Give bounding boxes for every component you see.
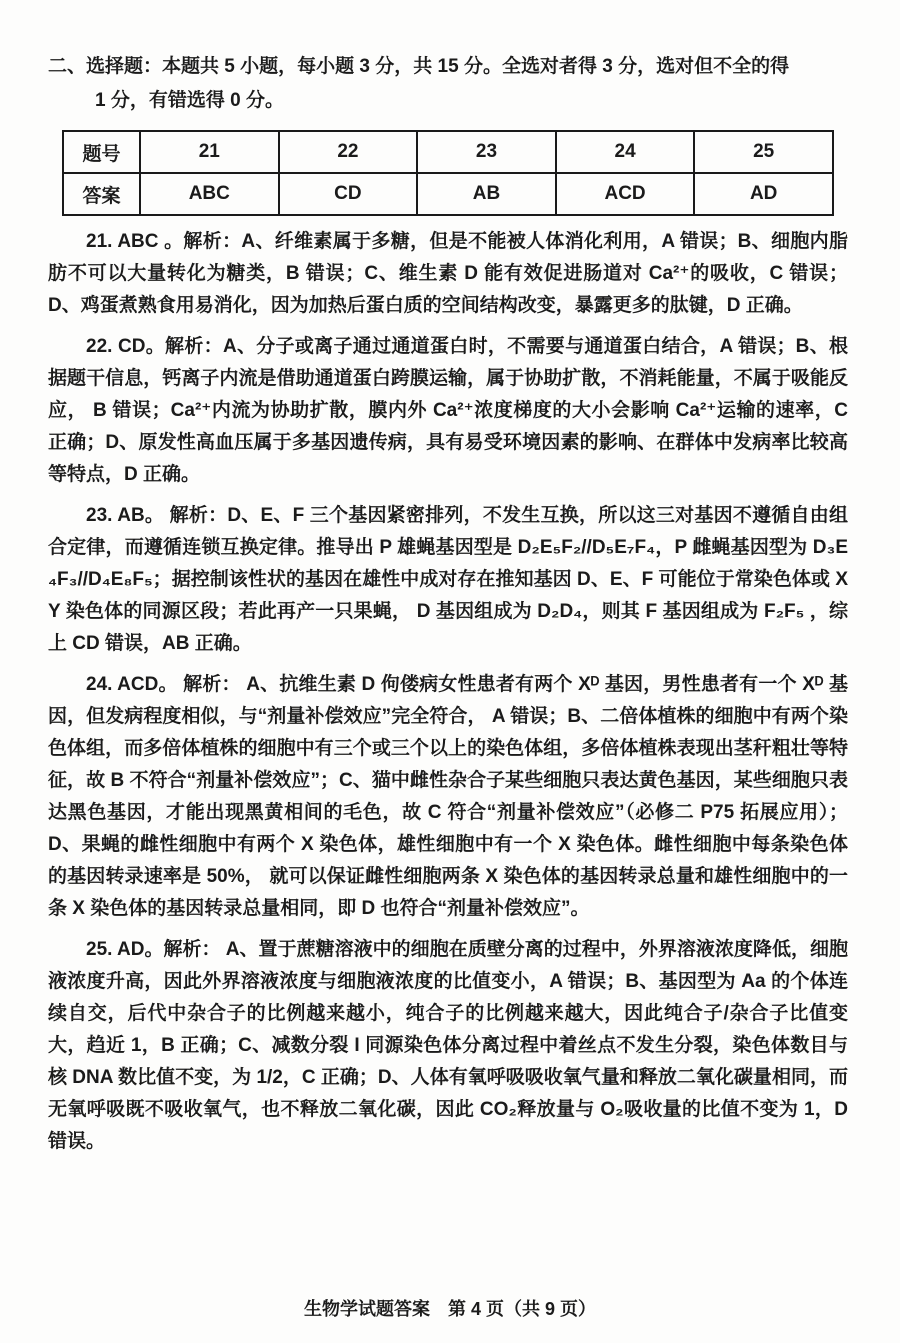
explanations-section	[48, 226, 848, 1158]
answer-value-row	[63, 173, 833, 215]
question-number-22: 22	[279, 131, 418, 173]
page-footer: 生物学试题答案 第 4 页（共 9 页）	[303, 1299, 597, 1319]
answer-value-25: AD	[694, 173, 833, 215]
question-number-21: 21	[140, 131, 279, 173]
answer-row-label: 答案	[63, 173, 140, 215]
answer-table	[62, 130, 834, 216]
explanation-question-21: 21. ABC 。解析：A、纤维素属于多糖，但是不能被人体消化利用，A 错误；B、细胞内脂肪不可以大量转化为糖类，B 错误；C、维生素 D 能有效促进肠道对 Ca²⁺的吸收，C 错误；D、鸡蛋煮熟食用易消化，因为加热后蛋白质的空间结构改变，暴露更多的肽键，D 正确。	[48, 231, 848, 316]
question-number-row	[63, 131, 833, 173]
section-heading-line1: 二、选择题：本题共 5 小题，每小题 3 分，共 15 分。全选对者得 3 分，选对但不全的得	[48, 56, 790, 77]
question-row-label: 题号	[63, 131, 140, 173]
explanation-question-24: 24. ACD。 解析： A、抗维生素 D 佝偻病女性患者有两个 Xᴰ 基因，男性患者有一个 Xᴰ 基因，但发病程度相似，与“剂量补偿效应”完全符合， A 错误；B、二倍体植株的细胞中有两个染色体组，而多倍体植株的细胞中有三个或三个以上的染色体组，多倍体植株表现出茎秆粗壮等特征，故 B 不符合“剂量补偿效应”；C、猫中雌性杂合子某些细胞只表达黄色基因，某些细胞只表达黑色基因，才能出现黑黄相间的毛色，故 C 符合“剂量补偿效应”（必修二 P75 拓展应用）；D、果蝇的雌性细胞中有两个 X 染色体，雄性细胞中有一个 X 染色体。雌性细胞中每条染色体的基因转录速率是 50%， 就可以保证雌性细胞两条 X 染色体的基因转录总量和雄性细胞中的一条 X 染色体的基因转录总量相同，即 D 也符合“剂量补偿效应”。	[48, 674, 848, 919]
explanation-question-23: 23. AB。 解析：D、E、F 三个基因紧密排列，不发生互换，所以这三对基因不遵循自由组合定律，而遵循连锁互换定律。推导出 P 雄蝇基因型是 D₂E₅F₂//D₅E₇F₄，P 雌蝇基因型为 D₃E₄F₃//D₄E₈F₅；据控制该性状的基因在雄性中成对存在推知基因 D、E、F 可能位于常染色体或 XY 染色体的同源区段；若此再产一只果蝇， D 基因组成为 D₂D₄，则其 F 基因组成为 F₂F₅ ，综上 CD 错误，AB 正确。	[48, 505, 848, 654]
explanation-question-22: 22. CD。解析：A、分子或离子通过通道蛋白时，不需要与通道蛋白结合，A 错误；B、根据题干信息，钙离子内流是借助通道蛋白跨膜运输，属于协助扩散，不消耗能量，不属于吸能反应， B 错误；Ca²⁺内流为协助扩散，膜内外 Ca²⁺浓度梯度的大小会影响 Ca²⁺运输的速率，C 正确；D、原发性高血压属于多基因遗传病，具有易受环境因素的影响、在群体中发病率比较高等特点，D 正确。	[48, 336, 848, 485]
answer-value-23: AB	[417, 173, 556, 215]
question-number-25: 25	[694, 131, 833, 173]
answer-value-22: CD	[279, 173, 418, 215]
answer-value-21: ABC	[140, 173, 279, 215]
explanation-question-25: 25. AD。解析： A、置于蔗糖溶液中的细胞在质壁分离的过程中，外界溶液浓度降低，细胞液浓度升高，因此外界溶液浓度与细胞液浓度的比值变小，A 错误；B、基因型为 Aa 的个体连续自交，后代中杂合子的比例越来越小，纯合子的比例越来越大，因此纯合子/杂合子比值变大，趋近 1，B 正确；C、减数分裂 I 同源染色体分离过程中着丝点不发生分裂，染色体数目与核 DNA 数比值不变，为 1/2，C 正确；D、人体有氧呼吸吸收氧气量和释放二氧化碳量相同，而无氧呼吸既不吸收氧气，也不释放二氧化碳，因此 CO₂释放量与 O₂吸收量的比值不变为 1，D 错误。	[48, 939, 848, 1152]
section-heading-line2: 1 分，有错选得 0 分。	[95, 90, 284, 111]
question-number-23: 23	[417, 131, 556, 173]
question-number-24: 24	[556, 131, 695, 173]
answer-value-24: ACD	[556, 173, 695, 215]
section-heading	[48, 52, 848, 116]
